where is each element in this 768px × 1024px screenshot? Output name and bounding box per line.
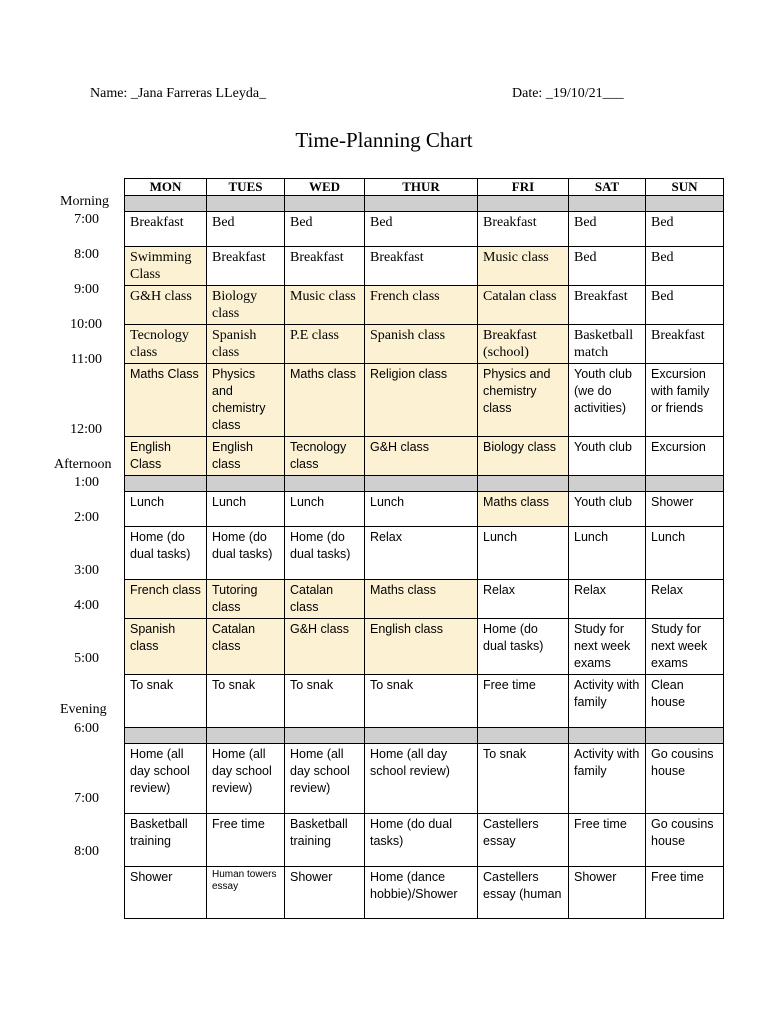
day-header: THUR <box>365 179 478 196</box>
section-label-morning: Morning <box>60 194 109 209</box>
table-row <box>125 286 724 325</box>
table-cell: Home (all day school review) <box>285 744 365 814</box>
table-cell: Religion class <box>365 364 478 437</box>
table-cell: Breakfast <box>646 325 724 364</box>
time-label: 2:00 <box>74 510 99 525</box>
day-header-row <box>125 179 724 196</box>
table-cell: English class <box>365 619 478 675</box>
table-cell: Bed <box>207 212 285 247</box>
table-cell: Go cousins house <box>646 814 724 867</box>
time-label: 3:00 <box>74 563 99 578</box>
table-cell: Lunch <box>207 492 285 527</box>
table-cell: P.E class <box>285 325 365 364</box>
table-cell: Music class <box>285 286 365 325</box>
table-cell: Bed <box>646 212 724 247</box>
day-header: WED <box>285 179 365 196</box>
table-cell: Breakfast <box>207 247 285 286</box>
table-cell: Lunch <box>125 492 207 527</box>
table-cell: Biology class <box>207 286 285 325</box>
table-cell: Physics and chemistry class <box>478 364 569 437</box>
table-cell: Lunch <box>569 527 646 580</box>
table-cell: Breakfast <box>478 212 569 247</box>
table-cell: Free time <box>646 867 724 919</box>
table-cell: Spanish class <box>207 325 285 364</box>
table-cell: G&H class <box>285 619 365 675</box>
table-cell: To snak <box>207 675 285 728</box>
table-row <box>125 580 724 619</box>
table-cell: Spanish class <box>365 325 478 364</box>
table-cell: Breakfast <box>125 212 207 247</box>
table-row <box>125 325 724 364</box>
table-cell: Home (dance hobbie)/Shower <box>365 867 478 919</box>
table-cell: Free time <box>569 814 646 867</box>
time-label: 11:00 <box>70 352 102 367</box>
section-label-afternoon: Afternoon <box>54 457 112 472</box>
table-cell: Excursion <box>646 437 724 476</box>
time-label: 5:00 <box>74 651 99 666</box>
table-cell: Biology class <box>478 437 569 476</box>
table-cell: To snak <box>365 675 478 728</box>
table-cell: Clean house <box>646 675 724 728</box>
table-cell: Tecnology class <box>285 437 365 476</box>
table-cell: Catalan class <box>478 286 569 325</box>
table-cell: Lunch <box>285 492 365 527</box>
table-cell: Bed <box>285 212 365 247</box>
time-label: 8:00 <box>74 844 99 859</box>
table-cell: Shower <box>569 867 646 919</box>
table-row <box>125 527 724 580</box>
table-cell: Breakfast <box>285 247 365 286</box>
table-cell: French class <box>125 580 207 619</box>
table-cell: Activity with family <box>569 744 646 814</box>
student-name: Name: _Jana Farreras LLeyda_ <box>90 86 267 101</box>
table-cell: French class <box>365 286 478 325</box>
table-cell: Lunch <box>646 527 724 580</box>
table-row <box>125 744 724 814</box>
table-cell: Castellers essay (human <box>478 867 569 919</box>
table-row <box>125 212 724 247</box>
table-cell: Relax <box>478 580 569 619</box>
day-header: SUN <box>646 179 724 196</box>
table-cell: Breakfast <box>569 286 646 325</box>
table-cell: English Class <box>125 437 207 476</box>
time-label: 8:00 <box>74 247 99 262</box>
time-label: 7:00 <box>74 212 99 227</box>
table-cell: Breakfast <box>365 247 478 286</box>
table-cell: Lunch <box>478 527 569 580</box>
table-cell: Home (do dual tasks) <box>125 527 207 580</box>
table-cell: G&H class <box>125 286 207 325</box>
time-label: 7:00 <box>74 791 99 806</box>
table-row <box>125 364 724 437</box>
table-cell: Youth club <box>569 492 646 527</box>
table-cell: Breakfast (school) <box>478 325 569 364</box>
table-cell: Youth club <box>569 437 646 476</box>
table-cell: Youth club (we do activities) <box>569 364 646 437</box>
time-planning-table <box>124 178 724 919</box>
table-cell: Spanish class <box>125 619 207 675</box>
table-cell: Bed <box>365 212 478 247</box>
table-cell: Swimming Class <box>125 247 207 286</box>
table-cell: Relax <box>569 580 646 619</box>
table-cell: Home (do dual tasks) <box>478 619 569 675</box>
table-cell: Activity with family <box>569 675 646 728</box>
table-cell: G&H class <box>365 437 478 476</box>
table-cell: Bed <box>569 212 646 247</box>
table-cell: Free time <box>478 675 569 728</box>
table-cell: Physics and chemistry class <box>207 364 285 437</box>
table-cell: Catalan class <box>207 619 285 675</box>
table-cell: Bed <box>646 247 724 286</box>
table-cell: Music class <box>478 247 569 286</box>
table-cell: Relax <box>365 527 478 580</box>
table-cell: Tecnology class <box>125 325 207 364</box>
table-cell: Basketball training <box>125 814 207 867</box>
table-cell: Basketball match <box>569 325 646 364</box>
table-cell: Relax <box>646 580 724 619</box>
time-label: 4:00 <box>74 598 99 613</box>
table-cell: Shower <box>646 492 724 527</box>
table-cell: Home (do dual tasks) <box>285 527 365 580</box>
table-cell: Lunch <box>365 492 478 527</box>
table-row <box>125 675 724 728</box>
time-label: 12:00 <box>70 422 102 437</box>
table-cell: Bed <box>569 247 646 286</box>
table-cell: Maths Class <box>125 364 207 437</box>
table-cell: Shower <box>125 867 207 919</box>
table-cell: To snak <box>478 744 569 814</box>
table-cell: Go cousins house <box>646 744 724 814</box>
time-label: 9:00 <box>74 282 99 297</box>
table-cell: Excursion with family or friends <box>646 364 724 437</box>
time-label: 1:00 <box>74 475 99 490</box>
day-header: TUES <box>207 179 285 196</box>
table-cell: Shower <box>285 867 365 919</box>
table-cell: Castellers essay <box>478 814 569 867</box>
table-cell: Free time <box>207 814 285 867</box>
table-cell: Bed <box>646 286 724 325</box>
table-row <box>125 492 724 527</box>
table-cell: Home (all day school review) <box>125 744 207 814</box>
section-divider-morning <box>125 196 724 212</box>
day-header: FRI <box>478 179 569 196</box>
table-row <box>125 247 724 286</box>
table-cell: Home (do dual tasks) <box>207 527 285 580</box>
time-label: 6:00 <box>74 721 99 736</box>
table-cell: Basketball training <box>285 814 365 867</box>
day-header: SAT <box>569 179 646 196</box>
table-cell: To snak <box>285 675 365 728</box>
table-cell: Catalan class <box>285 580 365 619</box>
section-divider-evening <box>125 728 724 744</box>
table-cell: Study for next week exams <box>646 619 724 675</box>
page-title: Time-Planning Chart <box>295 128 473 152</box>
table-row <box>125 867 724 919</box>
section-divider-afternoon <box>125 476 724 492</box>
section-label-evening: Evening <box>60 702 107 717</box>
table-cell: Human towers essay <box>207 867 285 919</box>
table-row <box>125 814 724 867</box>
table-cell: To snak <box>125 675 207 728</box>
table-cell: Tutoring class <box>207 580 285 619</box>
table-row <box>125 437 724 476</box>
table-cell: Maths class <box>285 364 365 437</box>
table-cell: Home (all day school review) <box>365 744 478 814</box>
table-cell: Home (all day school review) <box>207 744 285 814</box>
table-cell: Home (do dual tasks) <box>365 814 478 867</box>
table-cell: Maths class <box>478 492 569 527</box>
table-row <box>125 619 724 675</box>
table-cell: Maths class <box>365 580 478 619</box>
time-label: 10:00 <box>70 317 102 332</box>
day-header: MON <box>125 179 207 196</box>
table-cell: English class <box>207 437 285 476</box>
table-cell: Study for next week exams <box>569 619 646 675</box>
date-field: Date: _19/10/21___ <box>512 86 624 101</box>
